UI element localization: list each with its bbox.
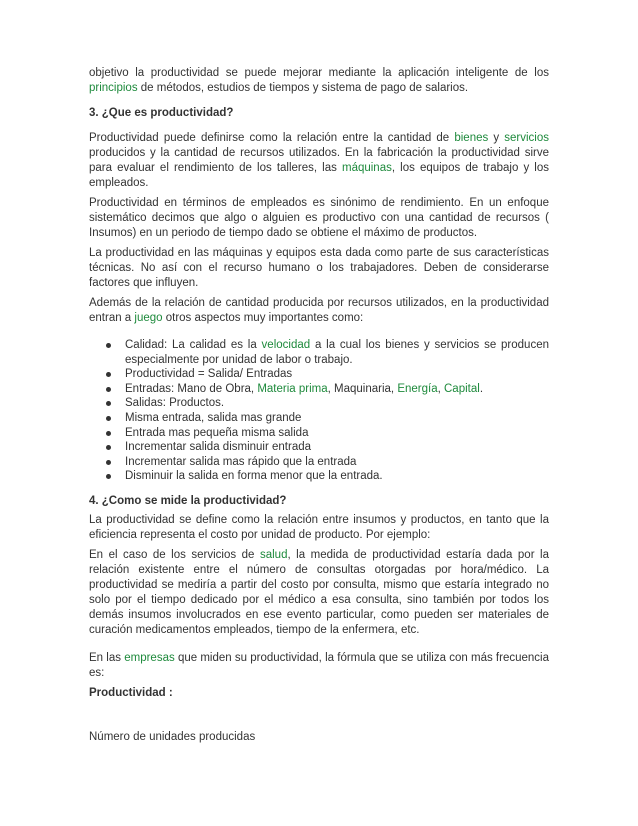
list-item-text: Disminuir la salida en forma menor que la entrada. [125, 470, 383, 483]
list-item [89, 411, 549, 426]
list-item [89, 367, 549, 382]
text-run: objetivo la productividad se puede mejorar mediante la aplicación inteligente de los [89, 67, 549, 79]
text-run: de métodos, estudios de tiempos y sistema de pago de salarios. [137, 82, 469, 94]
text-run: , Maquinaria, [327, 382, 398, 395]
bullet-icon [106, 431, 111, 436]
text-run: y [488, 132, 505, 144]
list-item [89, 455, 549, 470]
section-3-paragraph-4 [89, 296, 549, 326]
bullet-icon [106, 474, 111, 479]
section-3-paragraph-2: Productividad en términos de empleados es sinónimo de rendimiento. En un enfoque sistemático decimos que algo o alguien es productivo con una cantidad de recursos ( Insumos) en un periodo de tiempo dado se obtiene el máximo de productos. [89, 197, 549, 239]
text-run: Productividad puede definirse como la relación entre la cantidad de [89, 132, 455, 144]
text-run: , la medida de productividad estaría dada por la relación existente entre el número de consultas otorgadas por hora/médico. La productividad se mediría a partir del costo por consulta, mismo que estaría integrado no solo por el tiempo dedicado por el médico a esa consulta, sino también por todos los demás insumos involucrados en ese evento particular, como pueden ser materiales de curación medicamentos empleados, tiempo de la enfermera, etc. [89, 548, 549, 636]
link-salud[interactable]: salud [259, 548, 288, 561]
section-3-heading: 3. ¿Que es productividad? [89, 107, 234, 119]
section-4-paragraph-2 [89, 548, 549, 638]
link-capital[interactable]: Capital [444, 382, 480, 395]
spacer [89, 643, 549, 651]
bullet-icon [106, 401, 111, 406]
text-run: Calidad: La calidad es la [125, 339, 262, 351]
bullet-icon [106, 460, 111, 465]
spacer [89, 706, 549, 730]
section-4-paragraph-1: La productividad se define como la relación entre insumos y productos, en tanto que la eficiencia representa el costo por unidad de producto. Por ejemplo: [89, 513, 549, 541]
list-item-text: Productividad = Salida/ Entradas [125, 368, 293, 381]
text-run: Además de la relación de cantidad producida por recursos utilizados, en la productividad entran a [89, 297, 549, 324]
section-3-paragraph-3: La productividad en las máquinas y equipos esta dada como parte de sus características técnicas. No así con el recurso humano o los trabajadores. Deben de considerarse factores que influyen. [89, 247, 549, 289]
list-item [89, 426, 549, 441]
text-run: En las [89, 651, 125, 664]
list-item [89, 440, 549, 455]
section-3-paragraph-1 [89, 131, 549, 191]
section-4-paragraph-3 [89, 651, 549, 681]
list-item-text: Entrada mas pequeña misma salida [125, 426, 309, 439]
text-run: a la cual los bienes y servicios se producen especialmente por unidad de labor o trabajo. [125, 339, 549, 366]
bullet-icon [106, 343, 111, 348]
link-maquinas[interactable]: máquinas [341, 162, 392, 174]
text-run: . [479, 382, 484, 395]
list-item [89, 382, 549, 397]
list-item-text: Misma entrada, salida mas grande [125, 411, 302, 424]
aspects-list [89, 338, 549, 484]
bullet-icon [106, 445, 111, 450]
link-juego[interactable]: juego [134, 312, 163, 324]
list-item [89, 338, 549, 367]
link-bienes[interactable]: bienes [454, 132, 489, 144]
bullet-icon [106, 372, 111, 377]
bullet-icon [106, 387, 111, 392]
text-run: otros aspectos muy importantes como: [162, 312, 364, 324]
text-run: , [437, 382, 444, 395]
link-principios[interactable]: principios [89, 82, 138, 94]
text-run: que miden su productividad, la fórmula que se utiliza con más frecuencia es: [89, 651, 549, 679]
link-velocidad[interactable]: velocidad [261, 339, 311, 351]
intro-paragraph [89, 66, 549, 96]
link-energia[interactable]: Energía [397, 382, 438, 395]
formula-numerator: Número de unidades producidas [89, 730, 256, 743]
list-item-text: Incrementar salida disminuir entrada [125, 441, 312, 454]
text-run: Entradas: Mano de Obra, [125, 382, 258, 395]
list-item [89, 396, 549, 411]
link-servicios[interactable]: servicios [504, 132, 550, 144]
list-item [89, 469, 549, 484]
link-materia-prima[interactable]: Materia prima [257, 382, 328, 395]
formula-label: Productividad : [89, 686, 173, 699]
list-item-text: Salidas: Productos. [125, 397, 225, 410]
document-body [89, 66, 549, 750]
bullet-icon [106, 416, 111, 421]
text-run: , los equipos de trabajo y los empleados. [89, 162, 549, 189]
list-item-text: Incrementar salida mas rápido que la entrada [125, 455, 357, 468]
text-run: producidos y la cantidad de recursos utilizados. En la fabricación la productividad sirve para evaluar el rendimiento de los talleres, las [89, 147, 549, 174]
text-run: En el caso de los servicios de [89, 548, 260, 561]
section-4-heading: 4. ¿Como se mide la productividad? [89, 494, 287, 507]
link-empresas[interactable]: empresas [124, 651, 175, 664]
